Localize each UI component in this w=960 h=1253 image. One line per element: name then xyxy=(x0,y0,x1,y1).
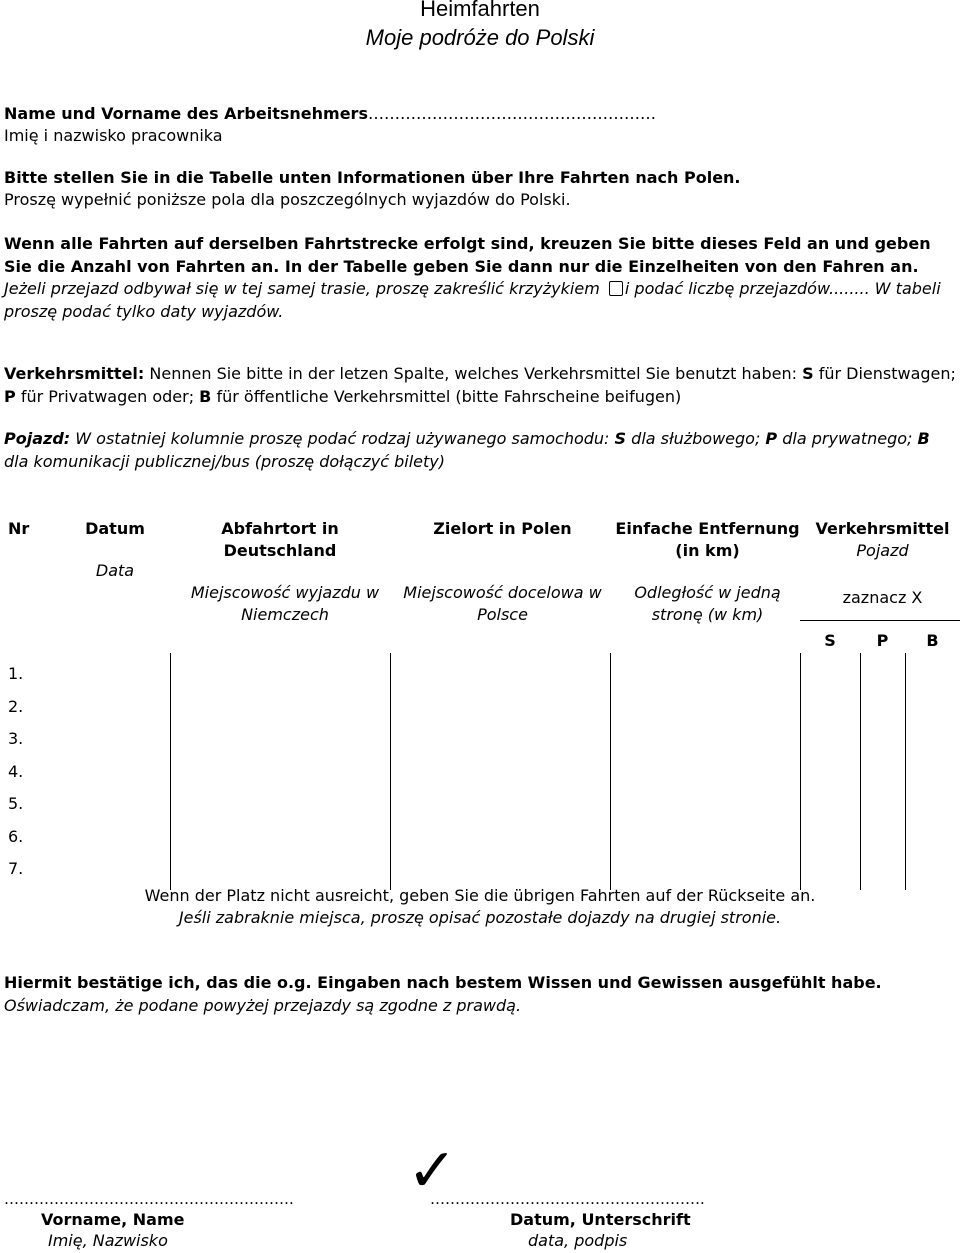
table-row-5[interactable]: 5. xyxy=(8,794,24,813)
col-from-de: Abfahrtort in Deutschland xyxy=(221,519,339,560)
transport-de-text: Nennen Sie bitte in der letzen Spalte, welches Verkehrsmittel Sie benutzt haben: xyxy=(149,364,797,383)
col-vehicle-pl: Pojazd xyxy=(856,541,909,560)
grid-v2 xyxy=(390,653,391,890)
transport-de-s-text: für Dienstwagen; xyxy=(818,364,956,383)
transport-pl-label: Pojazd: xyxy=(4,429,71,448)
transport-pl-text: W ostatniej kolumnie proszę podać rodzaj używanego samochodu: xyxy=(75,429,610,448)
signature-date-line[interactable]: ………………………………………………. xyxy=(430,1190,705,1208)
transport-pl-b-text: dla komunikacji publicznej/bus (proszę dołączyć bilety) xyxy=(4,452,445,471)
transport-pl xyxy=(4,427,956,473)
transport-pl-p: P xyxy=(765,429,778,448)
overflow-pl: Jeśli zabraknie miejsca, proszę opisać pozostałe dojazdy na drugiej stronie. xyxy=(178,908,782,927)
table-row-7[interactable]: 7. xyxy=(8,859,24,878)
transport-de-label: Verkehrsmittel: xyxy=(4,364,145,383)
transport-de-p-text: für Privatwagen oder; xyxy=(20,387,195,406)
checkbox-icon[interactable] xyxy=(609,281,623,296)
transport-de-b-text: für öffentliche Verkehrsmittel (bitte Fahrscheine beifugen) xyxy=(216,387,682,406)
checkmark-icon: ✓ xyxy=(407,1136,458,1206)
col-dist-pl: Odległość w jedną stronę (w km) xyxy=(634,583,781,624)
signature-name-de: Vorname, Name xyxy=(41,1210,185,1229)
sub-b: B xyxy=(926,631,939,650)
title-de: Heimfahrten xyxy=(420,0,540,21)
col-vehicle-de: Verkehrsmittel xyxy=(815,519,950,538)
table-row-6[interactable]: 6. xyxy=(8,827,24,846)
table-row-1[interactable]: 1. xyxy=(8,664,24,683)
signature-date-de: Datum, Unterschrift xyxy=(510,1210,691,1229)
instruction-de: Bitte stellen Sie in die Tabelle unten Informationen über Ihre Fahrten nach Polen. xyxy=(4,168,741,187)
employee-name-line xyxy=(4,104,656,123)
transport-s: S xyxy=(802,364,814,383)
same-route-pl xyxy=(4,277,956,323)
trips-table xyxy=(0,510,960,890)
same-route-pl-a: Jeżeli przejazd odbywał się w tej samej trasie, proszę zakreślić krzyżykiem xyxy=(4,279,600,298)
grid-v1 xyxy=(170,653,171,890)
title-pl: Moje podróże do Polski xyxy=(365,25,595,50)
signature-name-pl: Imię, Nazwisko xyxy=(48,1231,168,1250)
mark-x-label: zaznacz X xyxy=(842,588,923,607)
col-to-pl: Miejscowość docelowa w Polsce xyxy=(403,583,602,624)
transport-b: B xyxy=(199,387,212,406)
col-datum-pl: Data xyxy=(95,561,135,580)
employee-name-label: Name und Vorname des Arbeitsnehmers xyxy=(4,104,368,123)
instruction-pl: Proszę wypełnić poniższe pola dla poszczególnych wyjazdów do Polski. xyxy=(4,190,571,209)
transport-pl-p-text: dla prywatnego; xyxy=(782,429,913,448)
col-datum: Datum xyxy=(85,519,145,538)
transport-pl-s-text: dla służbowego; xyxy=(631,429,761,448)
grid-v6 xyxy=(905,653,906,890)
employee-name-dots[interactable]: ……………………………………………… xyxy=(367,104,656,123)
col-dist-de: Einfache Entfernung (in km) xyxy=(615,519,800,560)
signature-date-pl: data, podpis xyxy=(528,1231,628,1250)
transport-pl-b: B xyxy=(917,429,930,448)
grid-v5 xyxy=(860,653,861,890)
table-row-2[interactable]: 2. xyxy=(8,697,24,716)
sub-s: S xyxy=(824,631,836,650)
grid-v4 xyxy=(800,653,801,890)
confirmation-pl: Oświadczam, że podane powyżej przejazdy są zgodne z prawdą. xyxy=(4,996,522,1015)
signature-name-line[interactable]: …………………………………………………. xyxy=(4,1190,294,1208)
transport-de xyxy=(4,362,956,408)
transport-p: P xyxy=(4,387,16,406)
employee-name-label-pl: Imię i nazwisko pracownika xyxy=(4,126,223,145)
sub-p: P xyxy=(876,631,889,650)
transport-pl-s: S xyxy=(614,429,627,448)
overflow-de: Wenn der Platz nicht ausreicht, geben Sie die übrigen Fahrten auf der Rückseite an. xyxy=(144,886,816,905)
col-nr: Nr xyxy=(8,519,30,538)
same-route-pl-b: i podać liczbę przejazdów........ W tabeli proszę podać tylko daty wyjazdów. xyxy=(4,279,941,321)
col-to-de: Zielort in Polen xyxy=(433,519,572,538)
table-row-3[interactable]: 3. xyxy=(8,729,24,748)
same-route-de: Wenn alle Fahrten auf derselben Fahrtstrecke erfolgt sind, kreuzen Sie bitte dieses Feld an und geben Sie die Anzahl von Fahrten an. In der Tabelle geben Sie dann nur die Einzelheiten von den Fahren an. xyxy=(4,234,931,276)
col-from-pl: Miejscowość wyjazdu w Niemczech xyxy=(190,583,380,624)
table-row-4[interactable]: 4. xyxy=(8,762,24,781)
grid-h-sub xyxy=(800,620,960,621)
grid-v3 xyxy=(610,653,611,890)
confirmation-de: Hiermit bestätige ich, das die o.g. Eingaben nach bestem Wissen und Gewissen ausgefühlt habe. xyxy=(4,973,882,992)
